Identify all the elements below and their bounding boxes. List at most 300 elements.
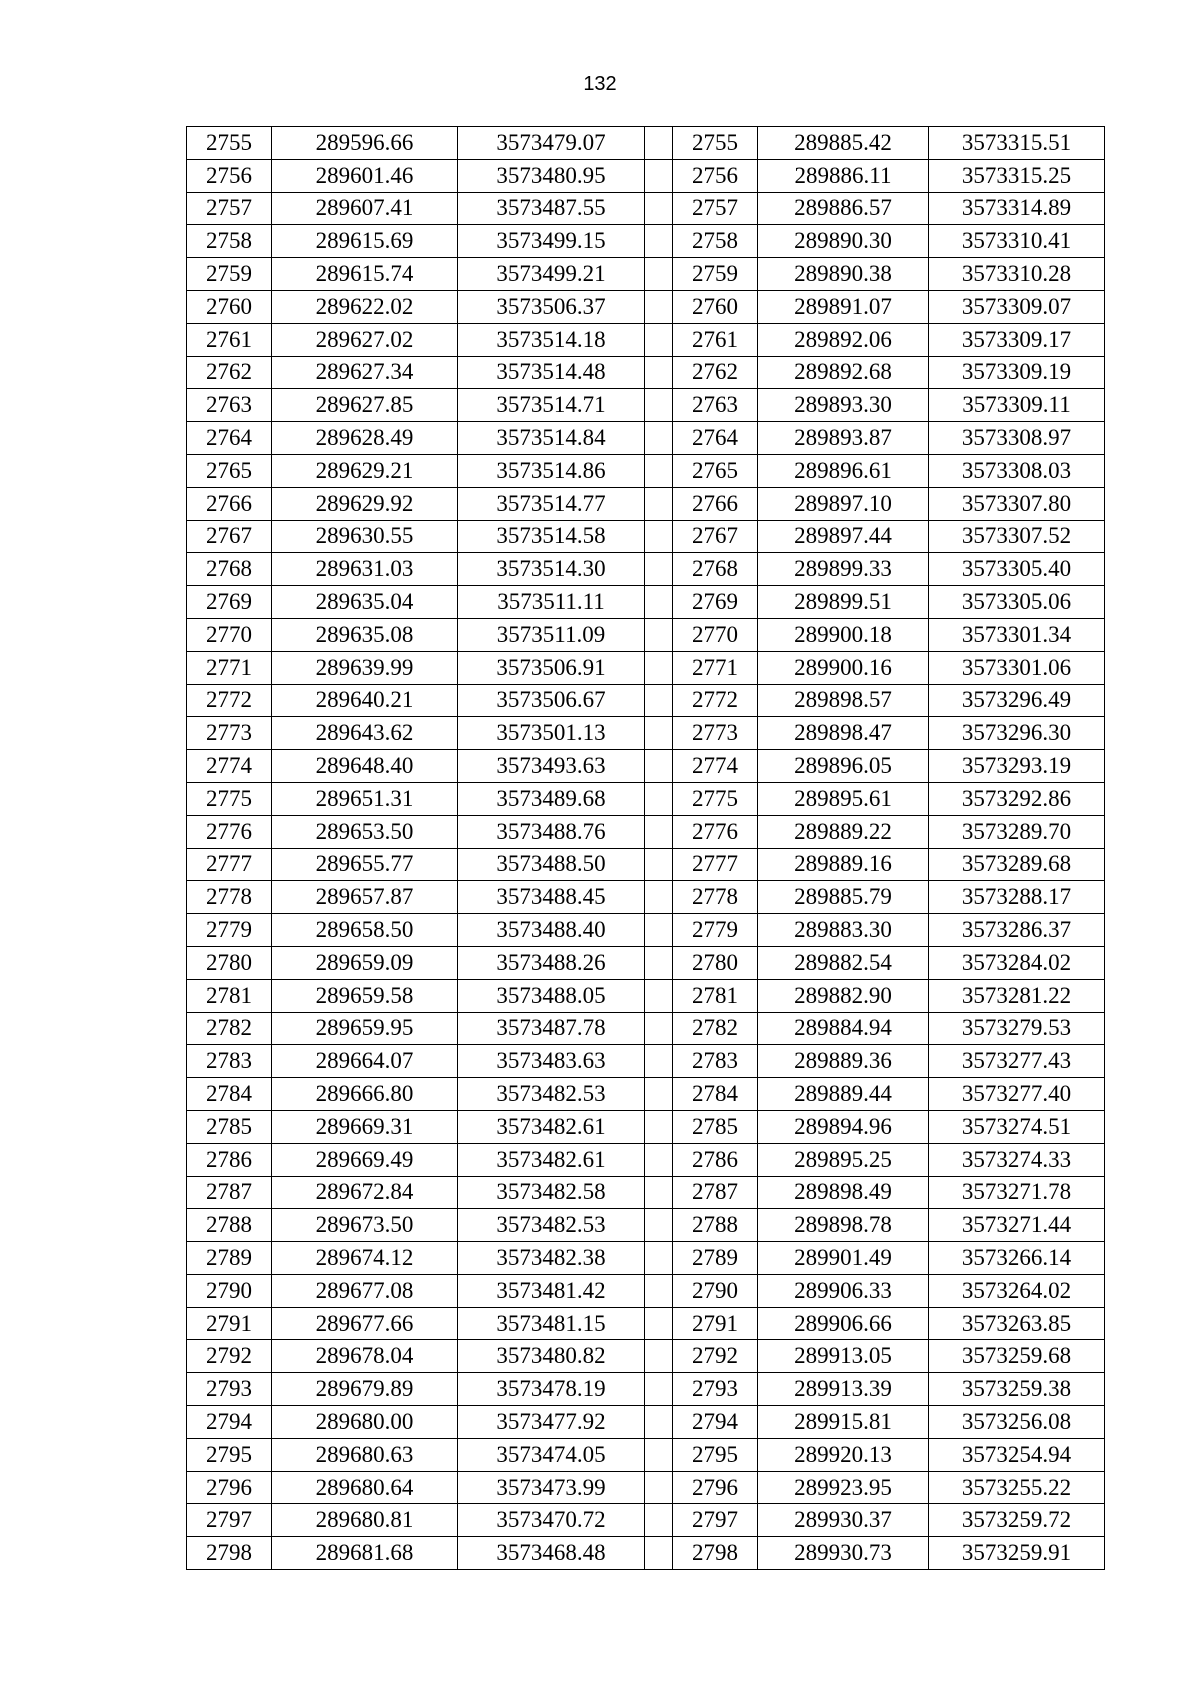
y-coordinate-cell: 3573514.58 (458, 520, 645, 553)
spacer-cell (645, 389, 673, 422)
y-coordinate-cell: 3573301.34 (929, 618, 1105, 651)
x-coordinate-cell: 289648.40 (272, 750, 458, 783)
x-coordinate-cell: 289653.50 (272, 815, 458, 848)
x-coordinate-cell: 289677.66 (272, 1307, 458, 1340)
y-coordinate-cell: 3573483.63 (458, 1045, 645, 1078)
x-coordinate-cell: 289901.49 (758, 1242, 929, 1275)
x-coordinate-cell: 289898.57 (758, 684, 929, 717)
x-coordinate-cell: 289643.62 (272, 717, 458, 750)
x-coordinate-cell: 289892.68 (758, 356, 929, 389)
point-number-cell: 2755 (187, 127, 272, 160)
table-row (187, 1209, 1105, 1242)
spacer-cell (645, 1340, 673, 1373)
point-number-cell: 2763 (673, 389, 758, 422)
x-coordinate-cell: 289640.21 (272, 684, 458, 717)
x-coordinate-cell: 289680.81 (272, 1504, 458, 1537)
point-number-cell: 2783 (673, 1045, 758, 1078)
table-row (187, 192, 1105, 225)
spacer-cell (645, 979, 673, 1012)
point-number-cell: 2761 (187, 323, 272, 356)
point-number-cell: 2785 (673, 1110, 758, 1143)
y-coordinate-cell: 3573479.07 (458, 127, 645, 160)
x-coordinate-cell: 289615.74 (272, 258, 458, 291)
y-coordinate-cell: 3573274.51 (929, 1110, 1105, 1143)
spacer-cell (645, 1406, 673, 1439)
spacer-cell (645, 127, 673, 160)
y-coordinate-cell: 3573309.17 (929, 323, 1105, 356)
x-coordinate-cell: 289666.80 (272, 1078, 458, 1111)
point-number-cell: 2779 (187, 914, 272, 947)
point-number-cell: 2783 (187, 1045, 272, 1078)
y-coordinate-cell: 3573296.49 (929, 684, 1105, 717)
point-number-cell: 2764 (673, 422, 758, 455)
x-coordinate-cell: 289622.02 (272, 290, 458, 323)
point-number-cell: 2796 (673, 1471, 758, 1504)
table-row (187, 1471, 1105, 1504)
x-coordinate-cell: 289930.73 (758, 1537, 929, 1570)
point-number-cell: 2782 (187, 1012, 272, 1045)
x-coordinate-cell: 289900.18 (758, 618, 929, 651)
point-number-cell: 2765 (673, 454, 758, 487)
y-coordinate-cell: 3573284.02 (929, 946, 1105, 979)
spacer-cell (645, 1274, 673, 1307)
x-coordinate-cell: 289895.25 (758, 1143, 929, 1176)
y-coordinate-cell: 3573482.53 (458, 1209, 645, 1242)
y-coordinate-cell: 3573310.28 (929, 258, 1105, 291)
table-row (187, 618, 1105, 651)
x-coordinate-cell: 289885.79 (758, 881, 929, 914)
spacer-cell (645, 225, 673, 258)
x-coordinate-cell: 289906.66 (758, 1307, 929, 1340)
point-number-cell: 2774 (187, 750, 272, 783)
coordinates-table-body (187, 127, 1105, 1570)
table-row (187, 651, 1105, 684)
point-number-cell: 2777 (673, 848, 758, 881)
y-coordinate-cell: 3573488.50 (458, 848, 645, 881)
point-number-cell: 2762 (673, 356, 758, 389)
point-number-cell: 2788 (187, 1209, 272, 1242)
y-coordinate-cell: 3573488.40 (458, 914, 645, 947)
x-coordinate-cell: 289659.09 (272, 946, 458, 979)
y-coordinate-cell: 3573482.61 (458, 1110, 645, 1143)
spacer-cell (645, 1471, 673, 1504)
table-row (187, 127, 1105, 160)
point-number-cell: 2794 (673, 1406, 758, 1439)
point-number-cell: 2758 (673, 225, 758, 258)
x-coordinate-cell: 289628.49 (272, 422, 458, 455)
point-number-cell: 2777 (187, 848, 272, 881)
x-coordinate-cell: 289601.46 (272, 159, 458, 192)
spacer-cell (645, 487, 673, 520)
x-coordinate-cell: 289892.06 (758, 323, 929, 356)
x-coordinate-cell: 289629.21 (272, 454, 458, 487)
point-number-cell: 2798 (187, 1537, 272, 1570)
spacer-cell (645, 815, 673, 848)
table-row (187, 1045, 1105, 1078)
point-number-cell: 2797 (187, 1504, 272, 1537)
x-coordinate-cell: 289898.49 (758, 1176, 929, 1209)
spacer-cell (645, 454, 673, 487)
table-row (187, 1438, 1105, 1471)
x-coordinate-cell: 289627.85 (272, 389, 458, 422)
point-number-cell: 2756 (187, 159, 272, 192)
y-coordinate-cell: 3573482.53 (458, 1078, 645, 1111)
spacer-cell (645, 192, 673, 225)
y-coordinate-cell: 3573315.51 (929, 127, 1105, 160)
x-coordinate-cell: 289631.03 (272, 553, 458, 586)
point-number-cell: 2786 (673, 1143, 758, 1176)
point-number-cell: 2758 (187, 225, 272, 258)
spacer-cell (645, 684, 673, 717)
point-number-cell: 2770 (187, 618, 272, 651)
point-number-cell: 2796 (187, 1471, 272, 1504)
y-coordinate-cell: 3573254.94 (929, 1438, 1105, 1471)
y-coordinate-cell: 3573309.07 (929, 290, 1105, 323)
point-number-cell: 2767 (187, 520, 272, 553)
spacer-cell (645, 1438, 673, 1471)
x-coordinate-cell: 289890.38 (758, 258, 929, 291)
y-coordinate-cell: 3573468.48 (458, 1537, 645, 1570)
table-row (187, 454, 1105, 487)
spacer-cell (645, 1045, 673, 1078)
spacer-cell (645, 520, 673, 553)
point-number-cell: 2768 (673, 553, 758, 586)
spacer-cell (645, 946, 673, 979)
point-number-cell: 2795 (673, 1438, 758, 1471)
point-number-cell: 2780 (187, 946, 272, 979)
table-row (187, 684, 1105, 717)
spacer-cell (645, 1176, 673, 1209)
x-coordinate-cell: 289659.95 (272, 1012, 458, 1045)
x-coordinate-cell: 289639.99 (272, 651, 458, 684)
point-number-cell: 2780 (673, 946, 758, 979)
y-coordinate-cell: 3573514.48 (458, 356, 645, 389)
y-coordinate-cell: 3573514.84 (458, 422, 645, 455)
x-coordinate-cell: 289680.64 (272, 1471, 458, 1504)
y-coordinate-cell: 3573473.99 (458, 1471, 645, 1504)
y-coordinate-cell: 3573482.61 (458, 1143, 645, 1176)
x-coordinate-cell: 289627.02 (272, 323, 458, 356)
y-coordinate-cell: 3573314.89 (929, 192, 1105, 225)
point-number-cell: 2792 (187, 1340, 272, 1373)
y-coordinate-cell: 3573259.72 (929, 1504, 1105, 1537)
point-number-cell: 2787 (673, 1176, 758, 1209)
y-coordinate-cell: 3573307.80 (929, 487, 1105, 520)
spacer-cell (645, 618, 673, 651)
x-coordinate-cell: 289923.95 (758, 1471, 929, 1504)
x-coordinate-cell: 289629.92 (272, 487, 458, 520)
coordinates-table (186, 126, 1105, 1570)
spacer-cell (645, 1078, 673, 1111)
x-coordinate-cell: 289893.87 (758, 422, 929, 455)
point-number-cell: 2786 (187, 1143, 272, 1176)
point-number-cell: 2766 (673, 487, 758, 520)
x-coordinate-cell: 289882.90 (758, 979, 929, 1012)
table-row (187, 422, 1105, 455)
table-row (187, 848, 1105, 881)
y-coordinate-cell: 3573478.19 (458, 1373, 645, 1406)
point-number-cell: 2778 (187, 881, 272, 914)
y-coordinate-cell: 3573481.15 (458, 1307, 645, 1340)
y-coordinate-cell: 3573482.38 (458, 1242, 645, 1275)
y-coordinate-cell: 3573259.38 (929, 1373, 1105, 1406)
y-coordinate-cell: 3573514.18 (458, 323, 645, 356)
table-row (187, 750, 1105, 783)
spacer-cell (645, 750, 673, 783)
point-number-cell: 2771 (673, 651, 758, 684)
point-number-cell: 2793 (673, 1373, 758, 1406)
spacer-cell (645, 1504, 673, 1537)
point-number-cell: 2798 (673, 1537, 758, 1570)
y-coordinate-cell: 3573499.15 (458, 225, 645, 258)
point-number-cell: 2792 (673, 1340, 758, 1373)
y-coordinate-cell: 3573274.33 (929, 1143, 1105, 1176)
x-coordinate-cell: 289655.77 (272, 848, 458, 881)
x-coordinate-cell: 289883.30 (758, 914, 929, 947)
table-row (187, 290, 1105, 323)
x-coordinate-cell: 289896.61 (758, 454, 929, 487)
point-number-cell: 2791 (187, 1307, 272, 1340)
y-coordinate-cell: 3573514.71 (458, 389, 645, 422)
x-coordinate-cell: 289886.11 (758, 159, 929, 192)
y-coordinate-cell: 3573289.70 (929, 815, 1105, 848)
x-coordinate-cell: 289669.31 (272, 1110, 458, 1143)
spacer-cell (645, 1209, 673, 1242)
spacer-cell (645, 848, 673, 881)
point-number-cell: 2772 (187, 684, 272, 717)
point-number-cell: 2772 (673, 684, 758, 717)
point-number-cell: 2759 (673, 258, 758, 291)
x-coordinate-cell: 289889.22 (758, 815, 929, 848)
point-number-cell: 2764 (187, 422, 272, 455)
x-coordinate-cell: 289680.00 (272, 1406, 458, 1439)
point-number-cell: 2795 (187, 1438, 272, 1471)
point-number-cell: 2769 (187, 586, 272, 619)
point-number-cell: 2759 (187, 258, 272, 291)
y-coordinate-cell: 3573288.17 (929, 881, 1105, 914)
y-coordinate-cell: 3573263.85 (929, 1307, 1105, 1340)
table-row (187, 356, 1105, 389)
x-coordinate-cell: 289889.16 (758, 848, 929, 881)
point-number-cell: 2760 (187, 290, 272, 323)
spacer-cell (645, 1012, 673, 1045)
spacer-cell (645, 159, 673, 192)
spacer-cell (645, 1373, 673, 1406)
y-coordinate-cell: 3573511.09 (458, 618, 645, 651)
point-number-cell: 2784 (673, 1078, 758, 1111)
table-row (187, 946, 1105, 979)
y-coordinate-cell: 3573259.68 (929, 1340, 1105, 1373)
y-coordinate-cell: 3573506.37 (458, 290, 645, 323)
y-coordinate-cell: 3573501.13 (458, 717, 645, 750)
x-coordinate-cell: 289889.36 (758, 1045, 929, 1078)
table-row (187, 323, 1105, 356)
point-number-cell: 2763 (187, 389, 272, 422)
table-row (187, 782, 1105, 815)
x-coordinate-cell: 289898.47 (758, 717, 929, 750)
point-number-cell: 2784 (187, 1078, 272, 1111)
y-coordinate-cell: 3573279.53 (929, 1012, 1105, 1045)
x-coordinate-cell: 289886.57 (758, 192, 929, 225)
y-coordinate-cell: 3573488.26 (458, 946, 645, 979)
y-coordinate-cell: 3573277.40 (929, 1078, 1105, 1111)
y-coordinate-cell: 3573488.05 (458, 979, 645, 1012)
y-coordinate-cell: 3573266.14 (929, 1242, 1105, 1275)
x-coordinate-cell: 289674.12 (272, 1242, 458, 1275)
x-coordinate-cell: 289885.42 (758, 127, 929, 160)
table-row (187, 979, 1105, 1012)
spacer-cell (645, 553, 673, 586)
table-row (187, 815, 1105, 848)
point-number-cell: 2762 (187, 356, 272, 389)
table-row (187, 1176, 1105, 1209)
spacer-cell (645, 1537, 673, 1570)
spacer-cell (645, 258, 673, 291)
point-number-cell: 2756 (673, 159, 758, 192)
y-coordinate-cell: 3573514.30 (458, 553, 645, 586)
table-row (187, 1406, 1105, 1439)
y-coordinate-cell: 3573481.42 (458, 1274, 645, 1307)
point-number-cell: 2776 (673, 815, 758, 848)
point-number-cell: 2793 (187, 1373, 272, 1406)
y-coordinate-cell: 3573271.44 (929, 1209, 1105, 1242)
spacer-cell (645, 356, 673, 389)
point-number-cell: 2790 (187, 1274, 272, 1307)
y-coordinate-cell: 3573292.86 (929, 782, 1105, 815)
table-row (187, 881, 1105, 914)
point-number-cell: 2791 (673, 1307, 758, 1340)
point-number-cell: 2776 (187, 815, 272, 848)
y-coordinate-cell: 3573488.76 (458, 815, 645, 848)
spacer-cell (645, 914, 673, 947)
spacer-cell (645, 1143, 673, 1176)
page-number: 132 (583, 73, 617, 95)
y-coordinate-cell: 3573487.55 (458, 192, 645, 225)
table-row (187, 553, 1105, 586)
spacer-cell (645, 651, 673, 684)
y-coordinate-cell: 3573493.63 (458, 750, 645, 783)
point-number-cell: 2779 (673, 914, 758, 947)
spacer-cell (645, 323, 673, 356)
point-number-cell: 2773 (673, 717, 758, 750)
x-coordinate-cell: 289635.08 (272, 618, 458, 651)
point-number-cell: 2781 (673, 979, 758, 1012)
spacer-cell (645, 1307, 673, 1340)
point-number-cell: 2785 (187, 1110, 272, 1143)
point-number-cell: 2797 (673, 1504, 758, 1537)
x-coordinate-cell: 289895.61 (758, 782, 929, 815)
y-coordinate-cell: 3573271.78 (929, 1176, 1105, 1209)
spacer-cell (645, 290, 673, 323)
spacer-cell (645, 782, 673, 815)
point-number-cell: 2782 (673, 1012, 758, 1045)
table-row (187, 520, 1105, 553)
point-number-cell: 2794 (187, 1406, 272, 1439)
y-coordinate-cell: 3573310.41 (929, 225, 1105, 258)
x-coordinate-cell: 289678.04 (272, 1340, 458, 1373)
x-coordinate-cell: 289679.89 (272, 1373, 458, 1406)
point-number-cell: 2760 (673, 290, 758, 323)
y-coordinate-cell: 3573482.58 (458, 1176, 645, 1209)
x-coordinate-cell: 289669.49 (272, 1143, 458, 1176)
y-coordinate-cell: 3573511.11 (458, 586, 645, 619)
point-number-cell: 2768 (187, 553, 272, 586)
y-coordinate-cell: 3573506.91 (458, 651, 645, 684)
y-coordinate-cell: 3573480.82 (458, 1340, 645, 1373)
y-coordinate-cell: 3573296.30 (929, 717, 1105, 750)
x-coordinate-cell: 289607.41 (272, 192, 458, 225)
y-coordinate-cell: 3573487.78 (458, 1012, 645, 1045)
table-row (187, 487, 1105, 520)
y-coordinate-cell: 3573305.06 (929, 586, 1105, 619)
point-number-cell: 2789 (673, 1242, 758, 1275)
x-coordinate-cell: 289893.30 (758, 389, 929, 422)
point-number-cell: 2755 (673, 127, 758, 160)
y-coordinate-cell: 3573259.91 (929, 1537, 1105, 1570)
point-number-cell: 2771 (187, 651, 272, 684)
point-number-cell: 2790 (673, 1274, 758, 1307)
x-coordinate-cell: 289659.58 (272, 979, 458, 1012)
point-number-cell: 2789 (187, 1242, 272, 1275)
x-coordinate-cell: 289882.54 (758, 946, 929, 979)
y-coordinate-cell: 3573488.45 (458, 881, 645, 914)
x-coordinate-cell: 289897.10 (758, 487, 929, 520)
point-number-cell: 2766 (187, 487, 272, 520)
y-coordinate-cell: 3573477.92 (458, 1406, 645, 1439)
table-row (187, 1274, 1105, 1307)
table-row (187, 586, 1105, 619)
point-number-cell: 2757 (673, 192, 758, 225)
point-number-cell: 2773 (187, 717, 272, 750)
y-coordinate-cell: 3573480.95 (458, 159, 645, 192)
y-coordinate-cell: 3573309.19 (929, 356, 1105, 389)
table-row (187, 389, 1105, 422)
table-row (187, 159, 1105, 192)
x-coordinate-cell: 289913.05 (758, 1340, 929, 1373)
y-coordinate-cell: 3573514.86 (458, 454, 645, 487)
point-number-cell: 2757 (187, 192, 272, 225)
y-coordinate-cell: 3573499.21 (458, 258, 645, 291)
x-coordinate-cell: 289651.31 (272, 782, 458, 815)
x-coordinate-cell: 289920.13 (758, 1438, 929, 1471)
x-coordinate-cell: 289899.33 (758, 553, 929, 586)
point-number-cell: 2775 (673, 782, 758, 815)
y-coordinate-cell: 3573255.22 (929, 1471, 1105, 1504)
table-row (187, 225, 1105, 258)
x-coordinate-cell: 289884.94 (758, 1012, 929, 1045)
spacer-cell (645, 586, 673, 619)
x-coordinate-cell: 289680.63 (272, 1438, 458, 1471)
x-coordinate-cell: 289889.44 (758, 1078, 929, 1111)
x-coordinate-cell: 289673.50 (272, 1209, 458, 1242)
table-row (187, 1012, 1105, 1045)
table-row (187, 1504, 1105, 1537)
y-coordinate-cell: 3573514.77 (458, 487, 645, 520)
y-coordinate-cell: 3573289.68 (929, 848, 1105, 881)
table-row (187, 1537, 1105, 1570)
y-coordinate-cell: 3573264.02 (929, 1274, 1105, 1307)
point-number-cell: 2781 (187, 979, 272, 1012)
point-number-cell: 2769 (673, 586, 758, 619)
y-coordinate-cell: 3573308.03 (929, 454, 1105, 487)
table-row (187, 1078, 1105, 1111)
table-row (187, 1110, 1105, 1143)
spacer-cell (645, 717, 673, 750)
y-coordinate-cell: 3573506.67 (458, 684, 645, 717)
point-number-cell: 2775 (187, 782, 272, 815)
y-coordinate-cell: 3573315.25 (929, 159, 1105, 192)
x-coordinate-cell: 289657.87 (272, 881, 458, 914)
